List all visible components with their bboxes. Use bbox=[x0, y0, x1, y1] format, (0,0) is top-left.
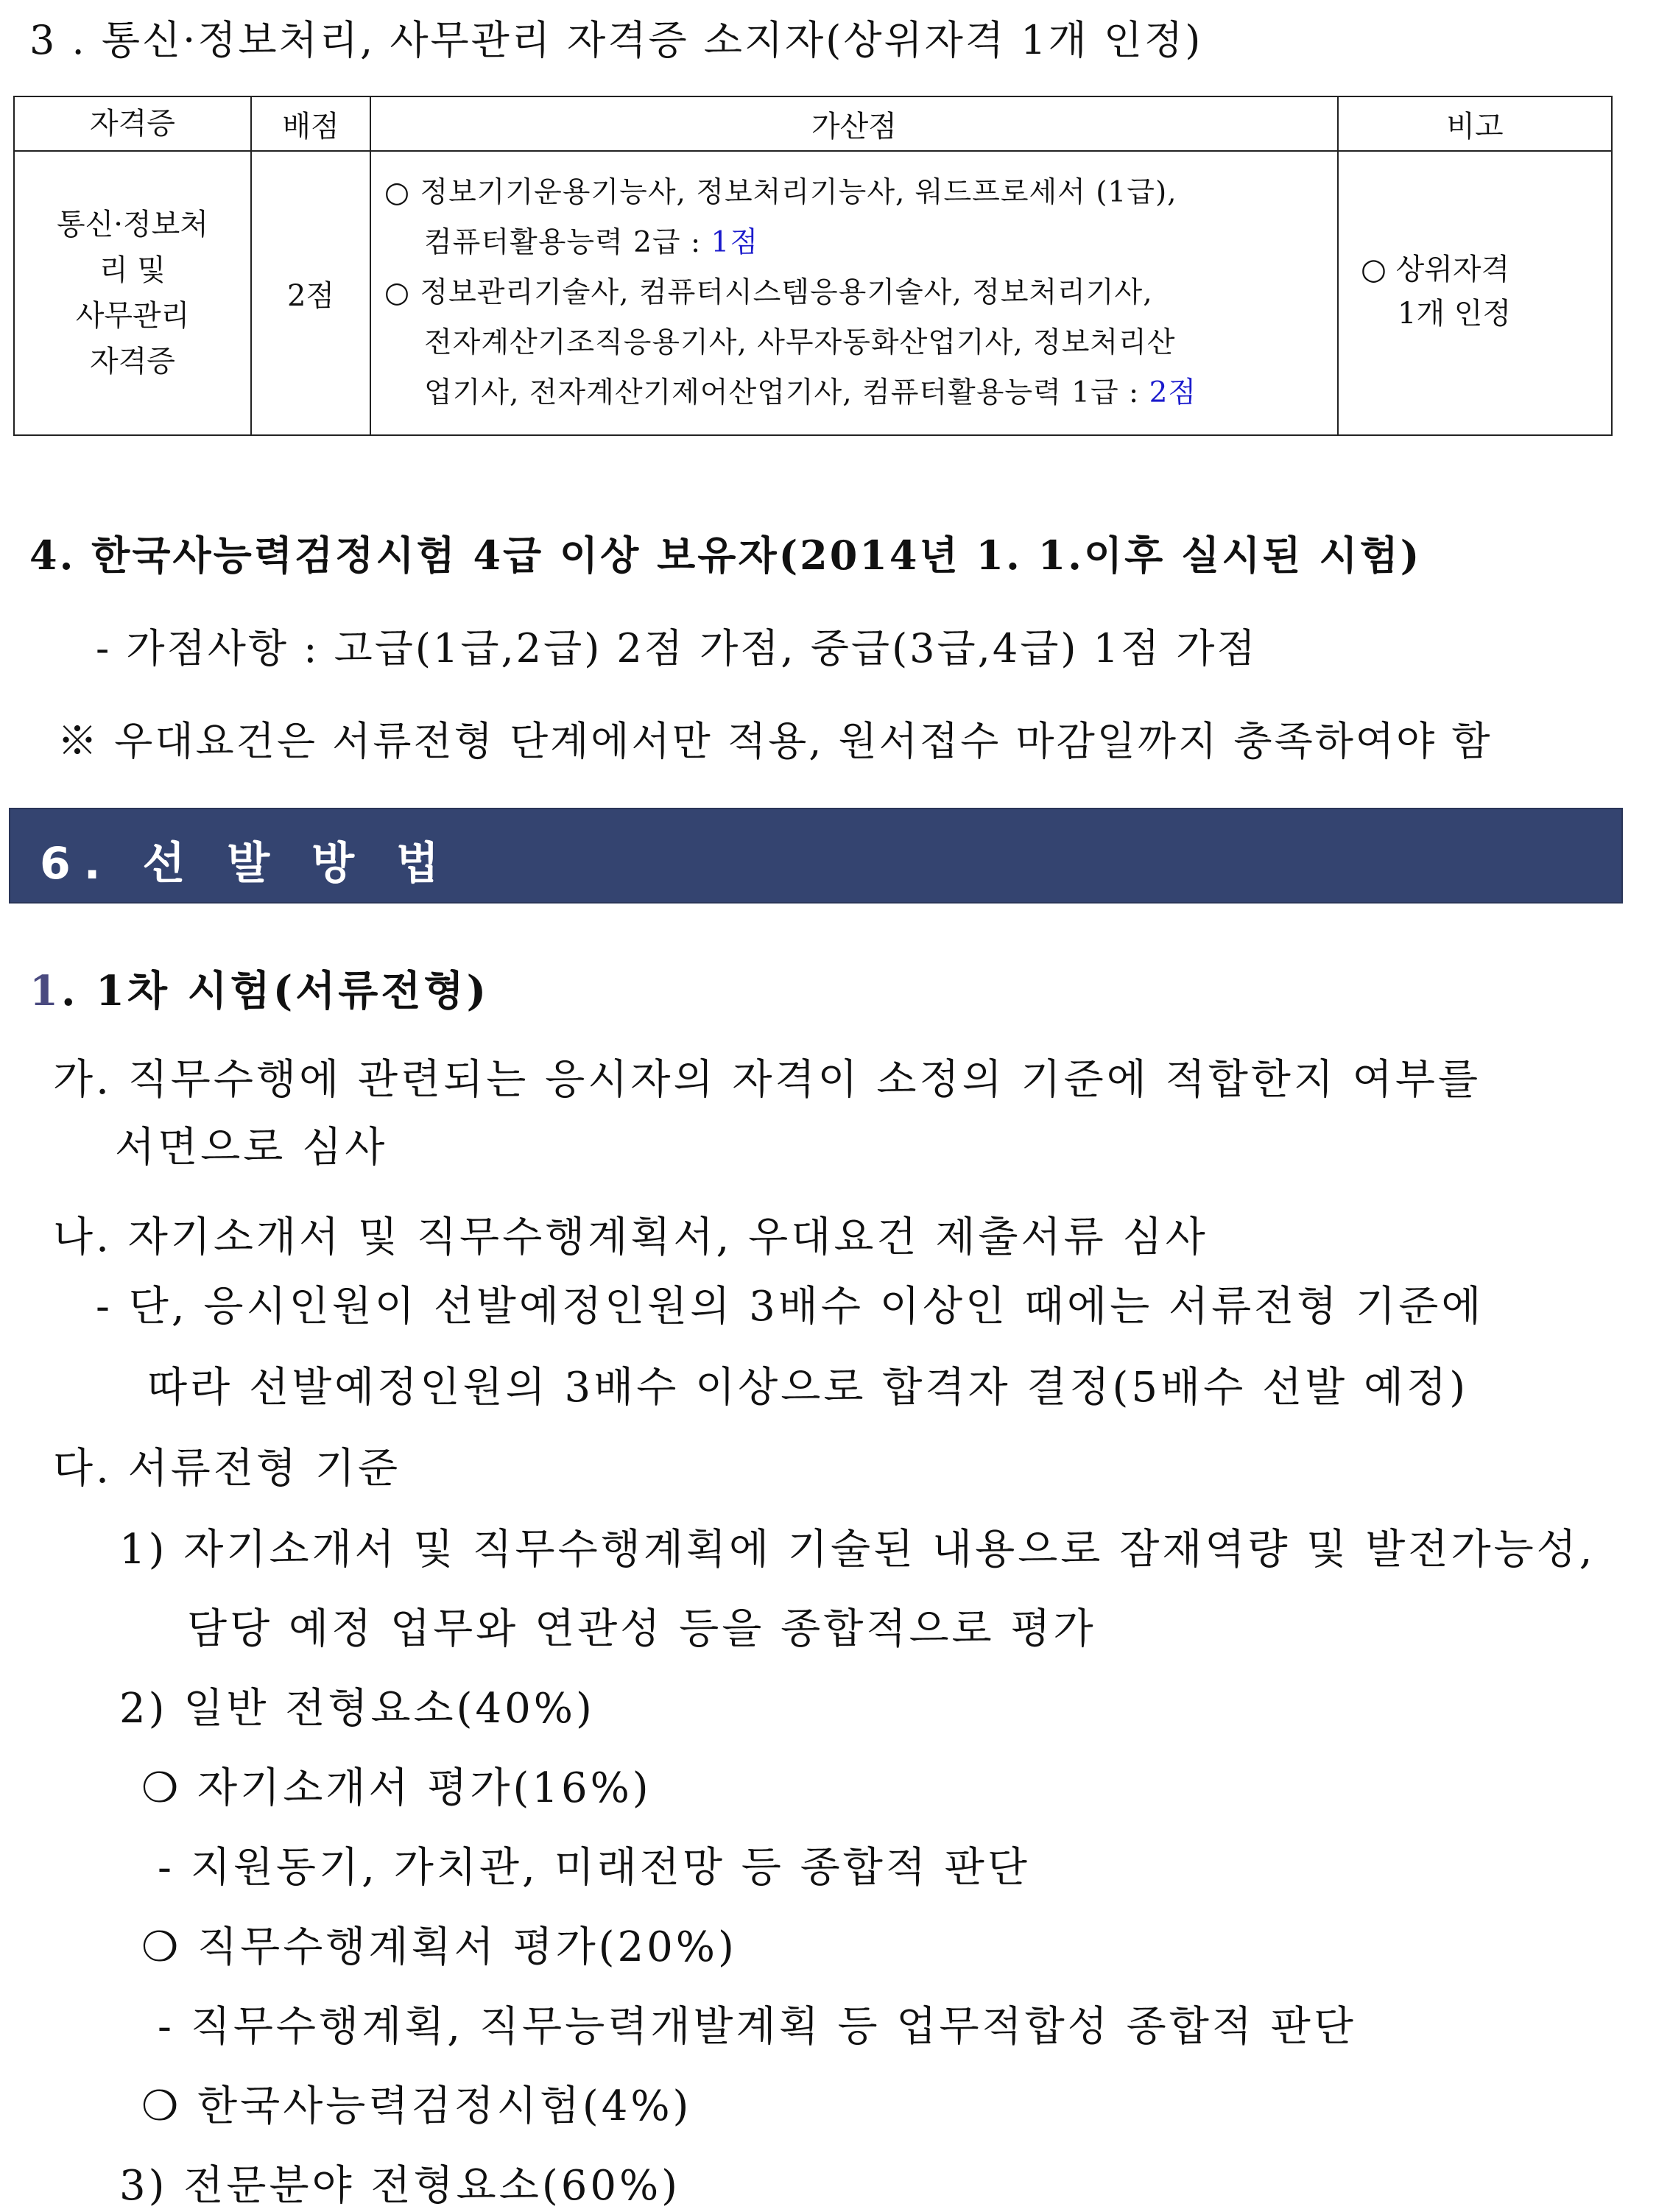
table-row bbox=[14, 151, 1612, 435]
cert-line: 자격증 bbox=[90, 345, 175, 378]
bonus-cell bbox=[370, 151, 1338, 435]
criteria-3: 3) 전문분야 전형요소(60%) bbox=[119, 2162, 681, 2210]
section4-title: 4. 한국사능력검정시험 4급 이상 보유자(2014년 1. 1.이후 실시된 시험) bbox=[29, 532, 1422, 579]
cert-line: 통신·정보처 bbox=[57, 208, 208, 242]
criteria-2-circ2: ❍ 직무수행계획서 평가(20%) bbox=[141, 1923, 737, 1971]
note-line-1: ○ 상위자격 bbox=[1361, 253, 1510, 286]
header-certificate: 자격증 bbox=[14, 96, 251, 151]
header-score: 배점 bbox=[251, 96, 370, 151]
item-na-dash1: - 단, 응시인원이 선발예정인원의 3배수 이상인 때에는 서류전형 기준에 bbox=[96, 1283, 1484, 1331]
bonus-item-1-cont: 컴퓨터활용능력 2급 : 1점 bbox=[424, 226, 759, 259]
criteria-2-circ1: ❍ 자기소개서 평가(16%) bbox=[141, 1764, 652, 1812]
item-da-line: 다. 서류전형 기준 bbox=[53, 1445, 401, 1493]
cert-line: 사무관리 bbox=[75, 299, 190, 333]
bonus-points-2: 2점 bbox=[1149, 376, 1197, 409]
cert-cell bbox=[14, 151, 251, 435]
section3-title: 3 . 통신·정보처리, 사무관리 자격증 소지자(상위자격 1개 인정) bbox=[29, 17, 1203, 63]
section4-detail: - 가점사항 : 고급(1급,2급) 2점 가점, 중급(3급,4급) 1점 가점 bbox=[96, 625, 1258, 672]
bonus-item-1: ○ 정보기기운용기능사, 정보처리기능사, 워드프로세서 (1급), bbox=[384, 176, 1177, 209]
header-bonus: 가산점 bbox=[370, 96, 1338, 151]
section4-note: ※ 우대요건은 서류전형 단계에서만 적용, 원서접수 마감일까지 충족하여야 함 bbox=[57, 718, 1493, 764]
section6-header: 6. 선 발 방 법 bbox=[40, 838, 452, 890]
header-note: 비고 bbox=[1338, 96, 1612, 151]
criteria-2-circ1-dash: - 지원동기, 가치관, 미래전망 등 종합적 판단 bbox=[158, 1844, 1030, 1892]
section6-header-bar bbox=[9, 808, 1623, 904]
criteria-1-line1: 1) 자기소개서 및 직무수행계획에 기술된 내용으로 잠재역량 및 발전가능성, bbox=[119, 1526, 1596, 1574]
note-cell bbox=[1338, 151, 1612, 435]
criteria-1-line2: 담당 예정 업무와 연관성 등을 종합적으로 평가 bbox=[187, 1605, 1096, 1653]
bonus-item-2: ○ 정보관리기술사, 컴퓨터시스템응용기술사, 정보처리기사, bbox=[384, 276, 1153, 309]
qualification-table bbox=[13, 96, 1613, 436]
subsection-1-title: 1. 1차 시험(서류전형) bbox=[29, 967, 490, 1015]
criteria-2: 2) 일반 전형요소(40%) bbox=[119, 1685, 595, 1733]
score-cell: 2점 bbox=[251, 151, 370, 435]
item-ga-line2: 서면으로 심사 bbox=[115, 1124, 388, 1172]
bonus-item-2-cont2: 업기사, 전자계산기제어산업기사, 컴퓨터활용능력 1급 : 2점 bbox=[424, 376, 1197, 409]
bonus-points-1: 1점 bbox=[711, 226, 759, 259]
criteria-2-circ3: ❍ 한국사능력검정시험(4%) bbox=[141, 2082, 692, 2130]
bonus-item-2-cont1: 전자계산기조직응용기사, 사무자동화산업기사, 정보처리산 bbox=[424, 326, 1176, 359]
item-na-line1: 나. 자기소개서 및 직무수행계획서, 우대요건 제출서류 심사 bbox=[53, 1214, 1208, 1261]
item-ga-line1: 가. 직무수행에 관련되는 응시자의 자격이 소정의 기준에 적합한지 여부를 bbox=[53, 1056, 1481, 1104]
cert-line: 리 및 bbox=[99, 253, 166, 287]
criteria-2-circ2-dash: - 직무수행계획, 직무능력개발계획 등 업무적합성 종합적 판단 bbox=[158, 2003, 1356, 2051]
item-na-dash2: 따라 선발예정인원의 3배수 이상으로 합격자 결정(5배수 선발 예정) bbox=[147, 1364, 1469, 1412]
note-line-2: 1개 인정 bbox=[1398, 297, 1512, 331]
table-header-row bbox=[14, 96, 1612, 151]
